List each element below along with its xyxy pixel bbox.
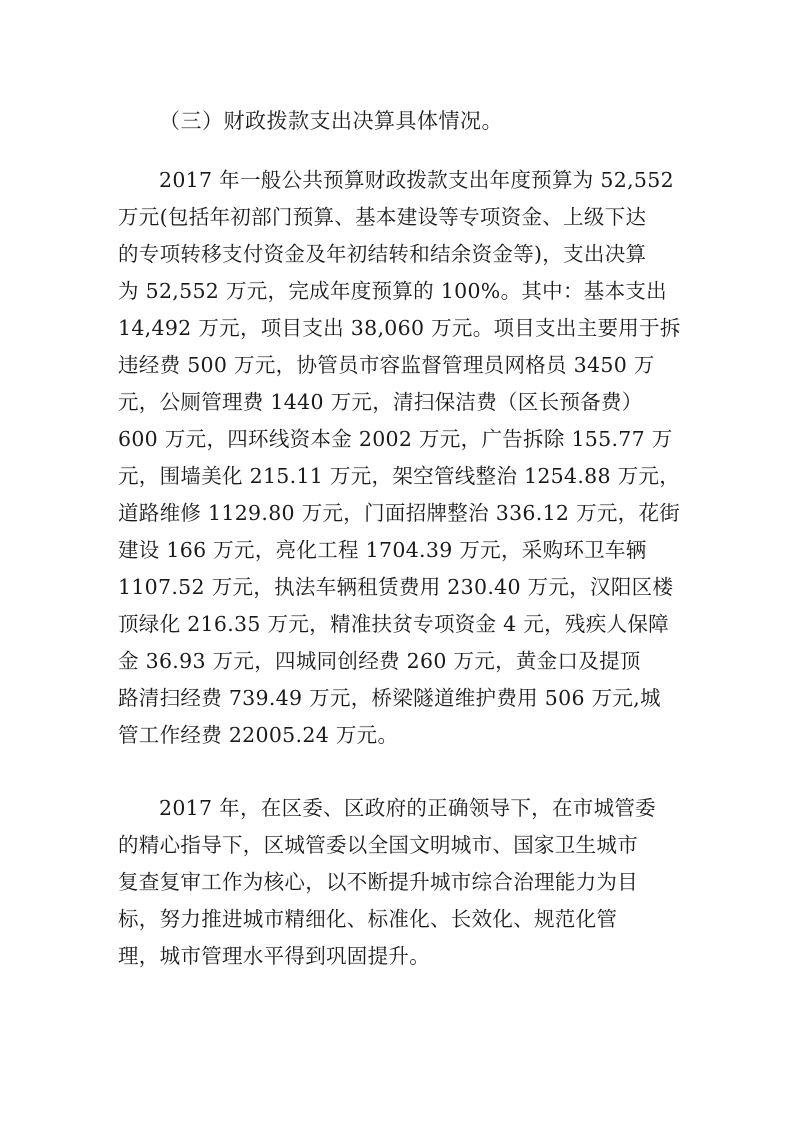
paragraph-2-line: 2017 年，在区委、区政府的正确领导下，在市城管委 xyxy=(159,796,656,820)
paragraph-1-line: 元，公厕管理费 1440 万元，清扫保洁费（区长预备费） xyxy=(118,390,643,414)
paragraph-1-line: 建设 166 万元，亮化工程 1704.39 万元，采购环卫车辆 xyxy=(118,538,647,562)
paragraph-1-line: 2017 年一般公共预算财政拨款支出年度预算为 52,552 xyxy=(159,168,674,192)
paragraph-1-line: 路清扫经费 739.49 万元，桥梁隧道维护费用 506 万元,城 xyxy=(118,686,661,710)
paragraph-2-line: 理，城市管理水平得到巩固提升。 xyxy=(118,944,430,968)
paragraph-1-line: 金 36.93 万元，四城同创经费 260 万元，黄金口及提顶 xyxy=(118,649,641,673)
paragraph-1-line: 管工作经费 22005.24 万元。 xyxy=(118,723,399,747)
paragraph-1-line: 道路维修 1129.80 万元，门面招牌整治 336.12 万元，花街 xyxy=(118,501,681,525)
paragraph-1-line: 万元(包括年初部门预算、基本建设等专项资金、上级下达 xyxy=(118,205,647,229)
paragraph-1-line: 顶绿化 216.35 万元，精准扶贫专项资金 4 元，残疾人保障 xyxy=(118,612,669,636)
paragraph-1-line: 违经费 500 万元，协管员市容监督管理员网格员 3450 万 xyxy=(118,353,655,377)
paragraph-2-line: 的精心指导下，区城管委以全国文明城市、国家卫生城市 xyxy=(118,833,638,857)
paragraph-1-line: 元，围墙美化 215.11 万元，架空管线整治 1254.88 万元， xyxy=(118,464,681,488)
paragraph-1-line: 1107.52 万元，执法车辆租赁费用 230.40 万元，汉阳区楼 xyxy=(118,575,674,599)
section-heading: （三）财政拨款支出决算具体情况。 xyxy=(159,109,503,133)
paragraph-2-line: 标，努力推进城市精细化、标准化、长效化、规范化管 xyxy=(118,907,618,931)
paragraph-1-line: 为 52,552 万元，完成年度预算的 100%。其中：基本支出 xyxy=(118,279,667,303)
paragraph-1-line: 的专项转移支付资金及年初结转和结余资金等)，支出决算 xyxy=(118,242,647,266)
paragraph-2-line: 复查复审工作为核心，以不断提升城市综合治理能力为目 xyxy=(118,870,638,894)
paragraph-1-line: 14,492 万元，项目支出 38,060 万元。项目支出主要用于拆 xyxy=(118,316,681,340)
paragraph-1-line: 600 万元，四环线资本金 2002 万元，广告拆除 155.77 万 xyxy=(118,427,673,451)
